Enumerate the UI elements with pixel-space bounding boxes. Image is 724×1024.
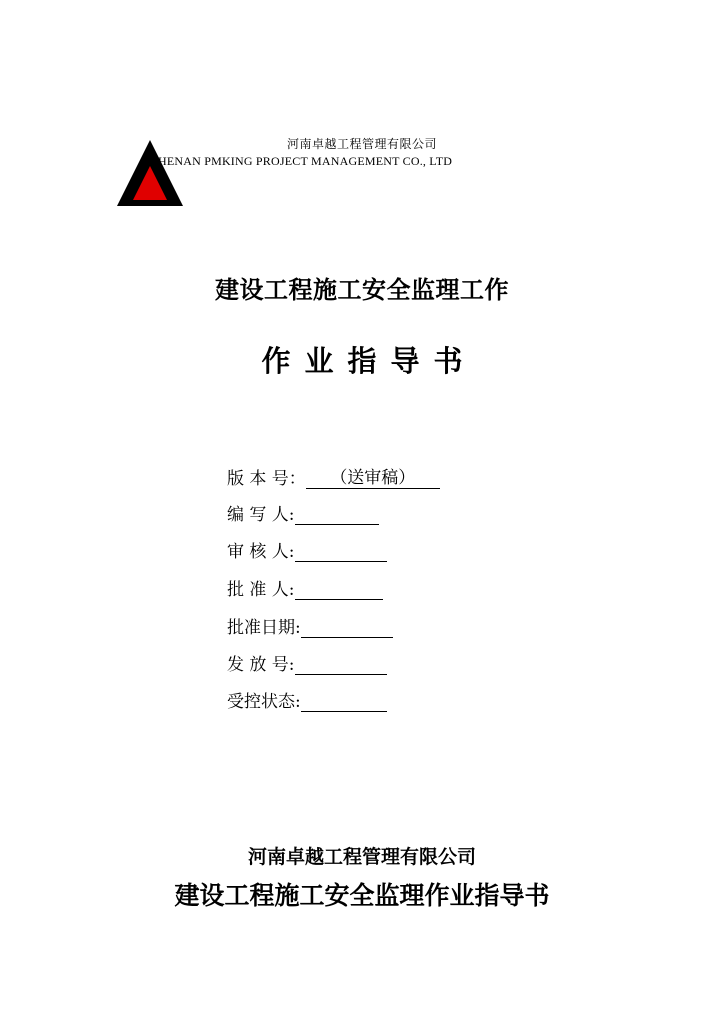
field-control-status-label: 受控状态: bbox=[227, 692, 301, 712]
header-company-name-en: HENAN PMKING PROJECT MANAGEMENT CO., LTD bbox=[158, 154, 453, 168]
field-version-label: 版 本 号： bbox=[227, 469, 306, 489]
field-issue-number-label: 发 放 号: bbox=[227, 655, 295, 675]
field-approver-label: 批 准 人: bbox=[227, 580, 295, 600]
field-reviewer-label: 审 核 人: bbox=[227, 542, 295, 562]
field-approval-date-label: 批准日期: bbox=[227, 618, 301, 638]
footer-company-name: 河南卓越工程管理有限公司 bbox=[247, 846, 476, 868]
field-approver-value bbox=[295, 579, 383, 600]
field-issue-number-value bbox=[295, 654, 387, 675]
field-version bbox=[227, 465, 440, 489]
field-control-status bbox=[227, 688, 387, 712]
company-logo-icon bbox=[115, 138, 185, 208]
field-approver bbox=[227, 576, 383, 600]
footer-document-title: 建设工程施工安全监理作业指导书 bbox=[174, 881, 550, 910]
header-company-name-cn: 河南卓越工程管理有限公司 bbox=[287, 137, 438, 151]
document-subtitle: 作业指导书 bbox=[261, 344, 477, 378]
field-issue-number bbox=[227, 651, 387, 675]
field-reviewer bbox=[227, 538, 387, 562]
field-approval-date bbox=[227, 614, 393, 638]
field-approval-date-value bbox=[301, 617, 393, 638]
field-control-status-value bbox=[301, 691, 387, 712]
field-reviewer-value bbox=[295, 541, 387, 562]
field-author-value bbox=[295, 504, 379, 525]
field-author bbox=[227, 501, 379, 525]
field-version-value: （送审稿） bbox=[306, 468, 440, 489]
document-title: 建设工程施工安全监理工作 bbox=[215, 276, 509, 304]
field-author-label: 编 写 人: bbox=[227, 505, 295, 525]
